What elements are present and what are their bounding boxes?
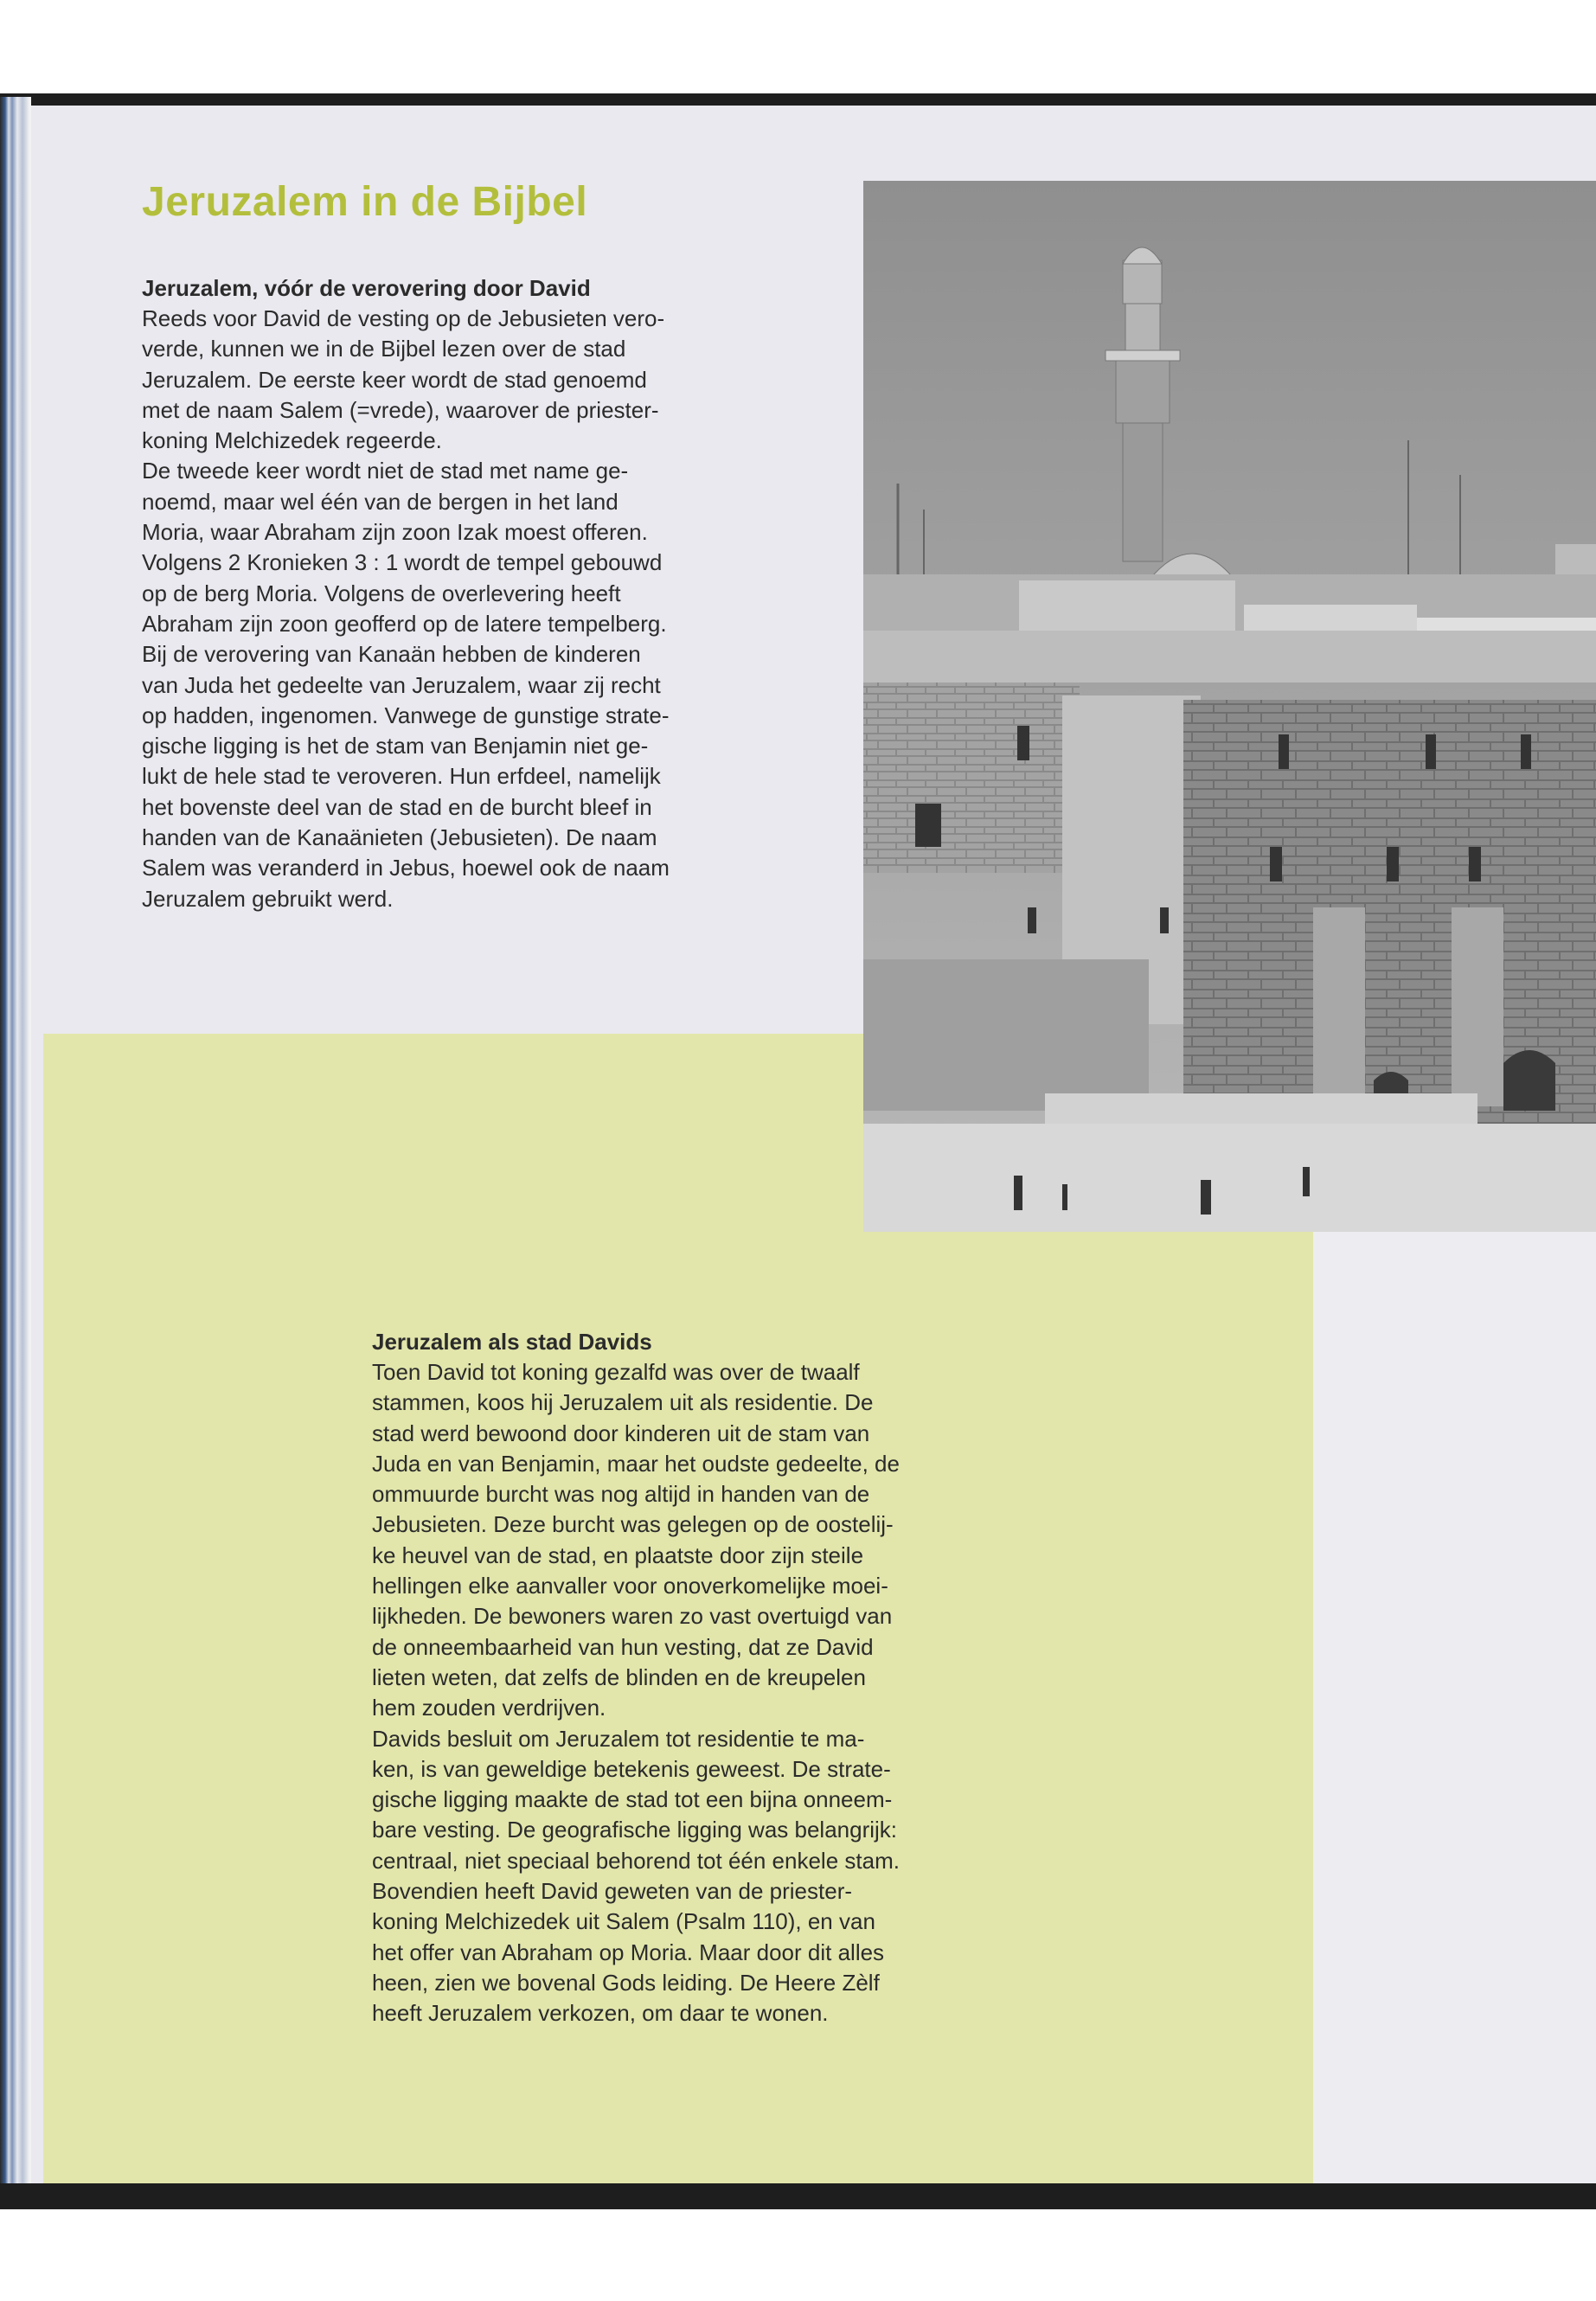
- section-heading: Jeruzalem, vóór de verovering door David: [142, 275, 591, 301]
- text-line: ken, is van geweldige betekenis geweest. De strate-: [372, 1755, 891, 1782]
- book-bottom-edge: [0, 2183, 1596, 2209]
- text-line: het bovenste deel van de stad en de burcht bleef in: [142, 793, 652, 820]
- book-top-edge: [0, 93, 1596, 106]
- text-line: gische ligging is het de stam van Benjamin niet ge-: [142, 733, 649, 760]
- jerusalem-photo: [863, 181, 1596, 1232]
- text-line: hellingen elke aanvaller voor onoverkomelijke moei-: [372, 1573, 888, 1599]
- section-before-david: [142, 273, 786, 914]
- text-line: van Juda het gedeelte van Jeruzalem, waar zij recht: [142, 671, 661, 698]
- text-line: Reeds voor David de vesting op de Jebusieten vero-: [142, 305, 665, 331]
- text-line: met de naam Salem (=vrede), waarover de priester-: [142, 396, 659, 423]
- text-line: op hadden, ingenomen. Vanwege de gunstige strate-: [142, 702, 670, 728]
- text-line: Salem was veranderd in Jebus, hoewel ook de naam: [142, 855, 670, 881]
- book-spine-edge: [0, 97, 31, 2209]
- text-line: verde, kunnen we in de Bijbel lezen over de stad: [142, 336, 626, 362]
- text-line: gische ligging maakte de stad tot een bijna onneem-: [372, 1786, 893, 1813]
- page-margin-strip: [1313, 1232, 1596, 2183]
- text-line: centraal, niet speciaal behorend tot één enkele stam.: [372, 1847, 900, 1874]
- text-line: heen, zien we bovenal Gods leiding. De Heere Zèlf: [372, 1969, 880, 1996]
- text-line: op de berg Moria. Volgens de overlevering heeft: [142, 580, 621, 606]
- text-line: Jeruzalem gebruikt werd.: [142, 885, 394, 912]
- text-line: Moria, waar Abraham zijn zoon Izak moest offeren.: [142, 519, 648, 546]
- text-line: koning Melchizedek regeerde.: [142, 427, 442, 454]
- text-line: Bovendien heeft David geweten van de priester-: [372, 1878, 853, 1905]
- text-line: Volgens 2 Kronieken 3 : 1 wordt de tempel gebouwd: [142, 549, 663, 576]
- text-line: lijkheden. De bewoners waren zo vast overtuigd van: [372, 1603, 893, 1630]
- text-line: ke heuvel van de stad, en plaatste door zijn steile: [372, 1541, 864, 1568]
- text-line: stammen, koos hij Jeruzalem uit als residentie. De: [372, 1389, 874, 1416]
- text-line: handen van de Kanaänieten (Jebusieten). De naam: [142, 824, 657, 851]
- text-line: ommuurde burcht was nog altijd in handen van de: [372, 1481, 870, 1508]
- text-line: Jebusieten. Deze burcht was gelegen op de oostelij-: [372, 1511, 894, 1538]
- text-line: de onneembaarheid van hun vesting, dat ze David: [372, 1633, 874, 1660]
- text-line: Jeruzalem. De eerste keer wordt de stad genoemd: [142, 366, 647, 393]
- text-line: het offer van Abraham op Moria. Maar door dit alles: [372, 1939, 885, 1965]
- text-line: lieten weten, dat zelfs de blinden en de kreupelen: [372, 1663, 866, 1690]
- text-line: noemd, maar wel één van de bergen in het land: [142, 488, 619, 515]
- text-line: Abraham zijn zoon geofferd op de latere tempelberg.: [142, 610, 667, 637]
- text-line: heeft Jeruzalem verkozen, om daar te wonen.: [372, 2000, 829, 2027]
- text-line: hem zouden verdrijven.: [372, 1695, 606, 1721]
- text-line: lukt de hele stad te veroveren. Hun erfdeel, namelijk: [142, 763, 661, 790]
- text-line: bare vesting. De geografische ligging was belangrijk:: [372, 1817, 898, 1843]
- text-line: Juda en van Benjamin, maar het oudste gedeelte, de: [372, 1450, 900, 1477]
- text-line: Toen David tot koning gezalfd was over de twaalf: [372, 1359, 860, 1385]
- text-line: De tweede keer wordt niet de stad met name ge-: [142, 458, 629, 484]
- text-line: koning Melchizedek uit Salem (Psalm 110), en van: [372, 1908, 875, 1935]
- text-line: Davids besluit om Jeruzalem tot residentie te ma-: [372, 1725, 865, 1752]
- section-heading: Jeruzalem als stad Davids: [372, 1329, 652, 1355]
- section-city-of-david: [372, 1327, 1012, 2029]
- page-title: Jeruzalem in de Bijbel: [142, 179, 588, 225]
- text-line: Bij de verovering van Kanaän hebben de kinderen: [142, 641, 641, 668]
- text-line: stad werd bewoond door kinderen uit de stam van: [372, 1420, 870, 1446]
